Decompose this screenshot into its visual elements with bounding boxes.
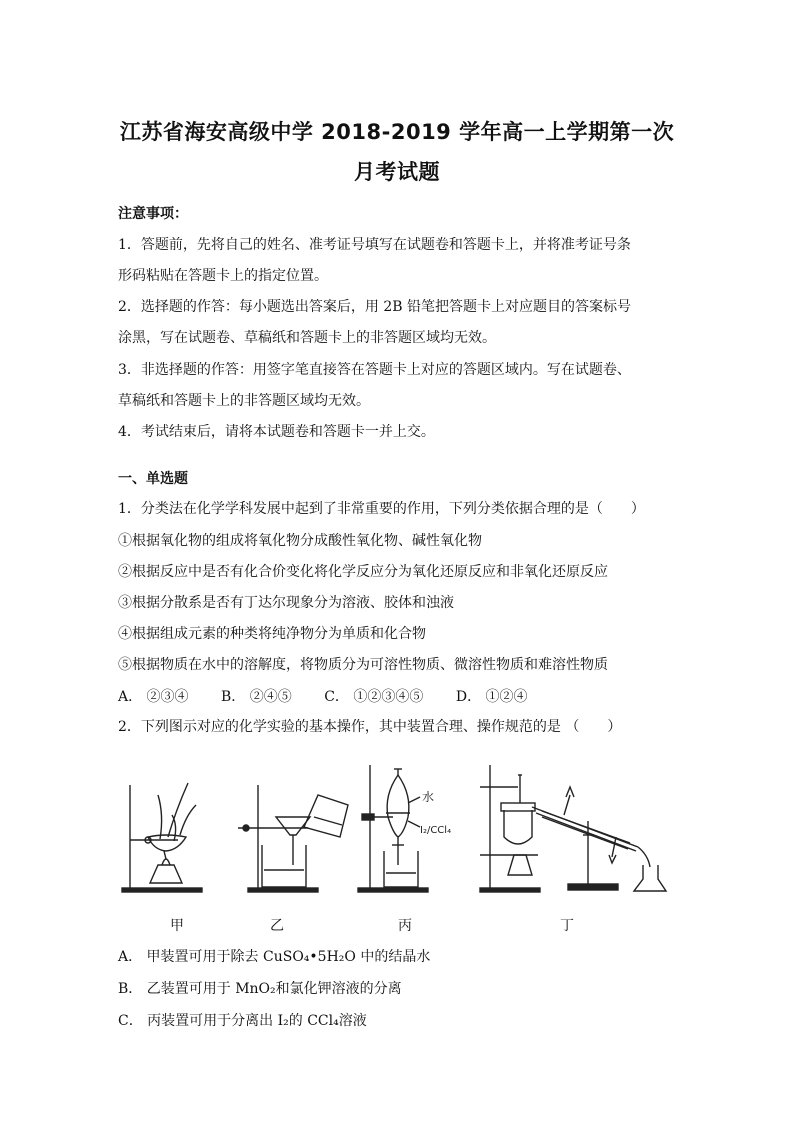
notice-line: 3．非选择题的作答：用签字笔直接答在答题卡上对应的答题区域内。写在试题卷、 — [118, 362, 631, 378]
question-2-option-c[interactable]: C． 丙装置可用于分离出 I₂的 CCl₄溶液 — [118, 1013, 367, 1029]
notice-heading: 注意事项： — [118, 206, 188, 222]
apparatus-bing — [358, 765, 451, 892]
section-heading: 一、单选题 — [118, 471, 188, 487]
option-d[interactable]: D． ①②④ — [455, 689, 528, 705]
question-1-item: ④根据组成元素的种类将纯净物分为单质和化合物 — [118, 626, 426, 642]
question-1-item: ②根据反应中是否有化合价变化将化学反应分为氧化还原反应和非氧化还原反应 — [118, 564, 608, 580]
notice-line: 草稿纸和答题卡上的非答题区域均无效。 — [118, 393, 370, 409]
question-1-options — [118, 688, 556, 706]
notice-line: 涂黑，写在试题卷、草稿纸和答题卡上的非答题区域均无效。 — [118, 330, 496, 346]
figure-label-ding: 丁 — [560, 918, 574, 934]
apparatus-ding — [480, 765, 666, 892]
apparatus-yi — [238, 785, 348, 892]
question-2-option-a[interactable]: A． 甲装置可用于除去 CuSO₄•5H₂O 中的结晶水 — [118, 949, 431, 965]
notice-line: 1．答题前，先将自己的姓名、准考证号填写在试题卷和答题卡上，并将准考证号条 — [118, 237, 631, 253]
notice-line: 2．选择题的作答：每小题选出答案后，用 2B 铅笔把答题卡上对应题目的答案标号 — [118, 299, 632, 315]
figure-label-yi: 乙 — [270, 918, 284, 934]
label-i2-ccl4: I₂/CCl₄ — [420, 825, 452, 836]
question-1-item: ⑤根据物质在水中的溶解度，将物质分为可溶性物质、微溶性物质和难溶性物质 — [118, 657, 608, 673]
question-2-option-b[interactable]: B． 乙装置可用于 MnO₂和氯化钾溶液的分离 — [118, 981, 402, 997]
question-1-item: ①根据氧化物的组成将氧化物分成酸性氧化物、碱性氧化物 — [118, 533, 482, 549]
option-b[interactable]: B． ②④⑤ — [221, 689, 292, 705]
question-2-stem: 2．下列图示对应的化学实验的基本操作，其中装置合理、操作规范的是 （ ） — [118, 719, 622, 735]
option-a[interactable]: A． ②③④ — [118, 689, 189, 705]
question-1-item: ③根据分散系是否有丁达尔现象分为溶液、胶体和浊液 — [118, 595, 454, 611]
apparatus-jia — [122, 783, 202, 892]
question-1-stem: 1．分类法在化学学科发展中起到了非常重要的作用，下列分类依据合理的是（ ） — [118, 501, 645, 517]
option-c[interactable]: C． ①②③④⑤ — [324, 689, 424, 705]
label-water: 水 — [422, 790, 435, 804]
exam-title-line2: 月考试题 — [354, 160, 440, 184]
figure-label-bing: 丙 — [398, 918, 412, 934]
notice-line: 形码粘贴在答题卡上的指定位置。 — [118, 268, 328, 284]
apparatus-figure — [118, 755, 678, 905]
exam-title-line1: 江苏省海安高级中学 2018-2019 学年高一上学期第一次 — [119, 120, 675, 144]
notice-line: 4．考试结束后，请将本试题卷和答题卡一并上交。 — [118, 424, 435, 440]
figure-label-jia: 甲 — [170, 918, 184, 934]
